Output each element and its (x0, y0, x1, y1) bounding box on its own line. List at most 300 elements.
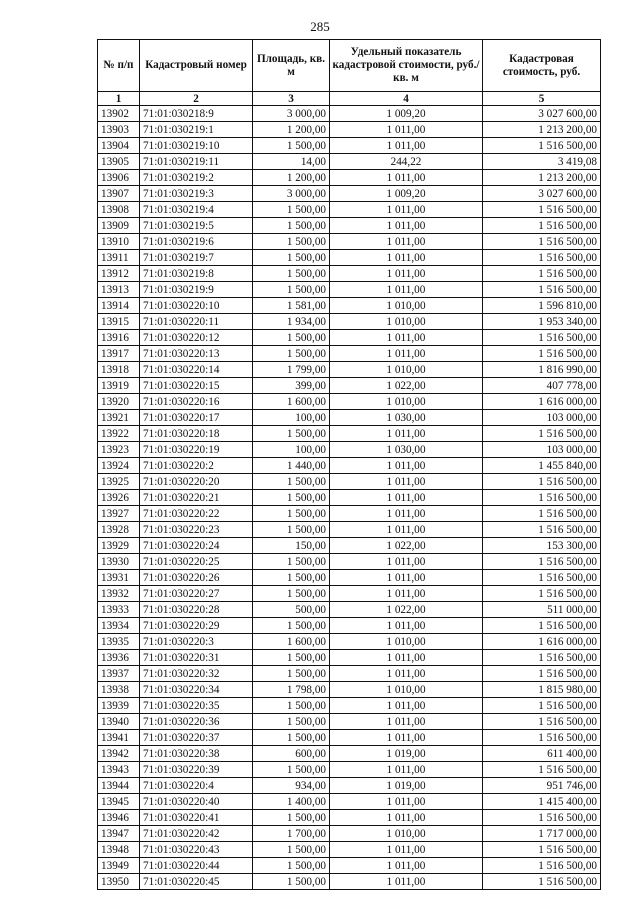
cadastral-number-cell: 71:01:030219:4 (140, 202, 253, 218)
cadastral-number-cell: 71:01:030220:41 (140, 810, 253, 826)
area-cell: 1 581,00 (253, 298, 330, 314)
row-number-cell: 13917 (98, 346, 140, 362)
cadastral-cost-cell: 1 213 200,00 (483, 122, 601, 138)
specific-value-cell: 1 011,00 (330, 858, 483, 874)
table-row (98, 602, 601, 618)
specific-value-cell: 1 010,00 (330, 826, 483, 842)
cadastral-number-cell: 71:01:030220:16 (140, 394, 253, 410)
specific-value-cell: 1 011,00 (330, 586, 483, 602)
cadastral-number-cell: 71:01:030220:20 (140, 474, 253, 490)
row-number-cell: 13927 (98, 506, 140, 522)
area-cell: 1 500,00 (253, 346, 330, 362)
area-cell: 1 500,00 (253, 650, 330, 666)
row-number-cell: 13924 (98, 458, 140, 474)
row-number-cell: 13942 (98, 746, 140, 762)
table-row (98, 570, 601, 586)
area-cell: 1 500,00 (253, 506, 330, 522)
area-cell: 1 500,00 (253, 618, 330, 634)
cadastral-number-cell: 71:01:030219:2 (140, 170, 253, 186)
cadastral-cost-cell: 1 815 980,00 (483, 682, 601, 698)
table-row (98, 778, 601, 794)
cadastral-cost-cell: 1 953 340,00 (483, 314, 601, 330)
cadastral-number-cell: 71:01:030220:13 (140, 346, 253, 362)
area-cell: 600,00 (253, 746, 330, 762)
row-number-cell: 13935 (98, 634, 140, 650)
cadastral-cost-cell: 1 516 500,00 (483, 874, 601, 890)
cadastral-cost-cell: 1 516 500,00 (483, 474, 601, 490)
area-cell: 1 500,00 (253, 858, 330, 874)
cadastral-number-cell: 71:01:030220:38 (140, 746, 253, 762)
cadastral-cost-cell: 1 516 500,00 (483, 266, 601, 282)
cadastral-number-cell: 71:01:030220:43 (140, 842, 253, 858)
table-row (98, 490, 601, 506)
specific-value-cell: 1 011,00 (330, 874, 483, 890)
row-number-cell: 13902 (98, 106, 140, 122)
cadastral-cost-cell: 1 516 500,00 (483, 858, 601, 874)
cadastral-number-cell: 71:01:030220:45 (140, 874, 253, 890)
row-number-cell: 13905 (98, 154, 140, 170)
specific-value-cell: 1 011,00 (330, 266, 483, 282)
area-cell: 1 440,00 (253, 458, 330, 474)
row-number-cell: 13926 (98, 490, 140, 506)
area-cell: 1 500,00 (253, 202, 330, 218)
row-number-cell: 13909 (98, 218, 140, 234)
row-number-cell: 13920 (98, 394, 140, 410)
table-row (98, 298, 601, 314)
row-number-cell: 13929 (98, 538, 140, 554)
row-number-cell: 13912 (98, 266, 140, 282)
specific-value-cell: 1 010,00 (330, 634, 483, 650)
column-number: 3 (253, 92, 330, 106)
specific-value-cell: 1 011,00 (330, 666, 483, 682)
header-specific-value: Удельный показатель кадастровой стоимости, руб./кв. м (330, 40, 483, 92)
cadastral-number-cell: 71:01:030220:17 (140, 410, 253, 426)
row-number-cell: 13906 (98, 170, 140, 186)
cadastral-number-cell: 71:01:030220:37 (140, 730, 253, 746)
cadastral-number-cell: 71:01:030220:12 (140, 330, 253, 346)
table-row (98, 666, 601, 682)
row-number-cell: 13941 (98, 730, 140, 746)
specific-value-cell: 1 011,00 (330, 122, 483, 138)
cadastral-number-cell: 71:01:030220:10 (140, 298, 253, 314)
cadastral-cost-cell: 1 516 500,00 (483, 522, 601, 538)
cadastral-cost-cell: 3 027 600,00 (483, 186, 601, 202)
specific-value-cell: 1 009,20 (330, 106, 483, 122)
header-cadastral-number: Кадастровый номер (140, 40, 253, 92)
row-number-cell: 13914 (98, 298, 140, 314)
table-row (98, 346, 601, 362)
cadastral-cost-cell: 1 516 500,00 (483, 762, 601, 778)
cadastral-number-cell: 71:01:030219:10 (140, 138, 253, 154)
area-cell: 934,00 (253, 778, 330, 794)
area-cell: 1 500,00 (253, 714, 330, 730)
row-number-cell: 13946 (98, 810, 140, 826)
table-row (98, 266, 601, 282)
cadastral-cost-cell: 1 415 400,00 (483, 794, 601, 810)
specific-value-cell: 1 010,00 (330, 362, 483, 378)
cadastral-number-cell: 71:01:030220:34 (140, 682, 253, 698)
area-cell: 1 500,00 (253, 762, 330, 778)
cadastral-cost-cell: 1 516 500,00 (483, 218, 601, 234)
row-number-cell: 13919 (98, 378, 140, 394)
specific-value-cell: 1 010,00 (330, 298, 483, 314)
cadastral-cost-cell: 103 000,00 (483, 442, 601, 458)
area-cell: 1 934,00 (253, 314, 330, 330)
specific-value-cell: 1 011,00 (330, 554, 483, 570)
row-number-cell: 13932 (98, 586, 140, 602)
specific-value-cell: 1 011,00 (330, 346, 483, 362)
cadastral-cost-cell: 1 516 500,00 (483, 618, 601, 634)
row-number-cell: 13908 (98, 202, 140, 218)
row-number-cell: 13944 (98, 778, 140, 794)
area-cell: 1 500,00 (253, 842, 330, 858)
table-row (98, 682, 601, 698)
table-body (98, 106, 601, 890)
cadastral-number-cell: 71:01:030219:3 (140, 186, 253, 202)
table-row (98, 522, 601, 538)
cadastral-cost-cell: 1 616 000,00 (483, 634, 601, 650)
area-cell: 1 600,00 (253, 634, 330, 650)
table-row (98, 106, 601, 122)
table-row (98, 634, 601, 650)
area-cell: 1 700,00 (253, 826, 330, 842)
cadastral-number-cell: 71:01:030220:14 (140, 362, 253, 378)
area-cell: 399,00 (253, 378, 330, 394)
area-cell: 1 200,00 (253, 170, 330, 186)
row-number-cell: 13943 (98, 762, 140, 778)
area-cell: 500,00 (253, 602, 330, 618)
row-number-cell: 13907 (98, 186, 140, 202)
specific-value-cell: 1 011,00 (330, 810, 483, 826)
specific-value-cell: 1 022,00 (330, 602, 483, 618)
cadastral-cost-cell: 1 516 500,00 (483, 810, 601, 826)
table-row (98, 218, 601, 234)
specific-value-cell: 1 010,00 (330, 314, 483, 330)
cadastral-cost-cell: 1 516 500,00 (483, 842, 601, 858)
cadastral-cost-cell: 1 516 500,00 (483, 138, 601, 154)
row-number-cell: 13921 (98, 410, 140, 426)
row-number-cell: 13923 (98, 442, 140, 458)
cadastral-number-cell: 71:01:030220:44 (140, 858, 253, 874)
row-number-cell: 13925 (98, 474, 140, 490)
area-cell: 1 500,00 (253, 234, 330, 250)
cadastral-cost-cell: 1 516 500,00 (483, 330, 601, 346)
cadastral-cost-cell: 153 300,00 (483, 538, 601, 554)
cadastral-cost-cell: 611 400,00 (483, 746, 601, 762)
cadastral-number-cell: 71:01:030219:7 (140, 250, 253, 266)
area-cell: 14,00 (253, 154, 330, 170)
header-row-number: № п/п (98, 40, 140, 92)
row-number-cell: 13936 (98, 650, 140, 666)
specific-value-cell: 1 011,00 (330, 474, 483, 490)
table-row (98, 170, 601, 186)
cadastral-cost-cell: 1 516 500,00 (483, 506, 601, 522)
cadastral-number-cell: 71:01:030219:8 (140, 266, 253, 282)
specific-value-cell: 1 011,00 (330, 506, 483, 522)
table-row (98, 394, 601, 410)
specific-value-cell: 1 011,00 (330, 170, 483, 186)
specific-value-cell: 1 011,00 (330, 426, 483, 442)
area-cell: 1 200,00 (253, 122, 330, 138)
specific-value-cell: 1 011,00 (330, 522, 483, 538)
table-row (98, 746, 601, 762)
table-row (98, 122, 601, 138)
specific-value-cell: 1 011,00 (330, 282, 483, 298)
row-number-cell: 13911 (98, 250, 140, 266)
table-row (98, 730, 601, 746)
cadastral-cost-cell: 1 516 500,00 (483, 650, 601, 666)
area-cell: 1 500,00 (253, 330, 330, 346)
cadastral-cost-cell: 1 717 000,00 (483, 826, 601, 842)
specific-value-cell: 1 009,20 (330, 186, 483, 202)
cadastral-cost-cell: 511 000,00 (483, 602, 601, 618)
specific-value-cell: 1 030,00 (330, 442, 483, 458)
specific-value-cell: 1 011,00 (330, 218, 483, 234)
column-number: 4 (330, 92, 483, 106)
specific-value-cell: 1 019,00 (330, 778, 483, 794)
cadastral-cost-cell: 1 455 840,00 (483, 458, 601, 474)
cadastral-cost-cell: 1 516 500,00 (483, 346, 601, 362)
row-number-cell: 13945 (98, 794, 140, 810)
row-number-cell: 13937 (98, 666, 140, 682)
specific-value-cell: 1 011,00 (330, 234, 483, 250)
area-cell: 3 000,00 (253, 186, 330, 202)
header-cadastral-cost: Кадастровая стоимость, руб. (483, 40, 601, 92)
area-cell: 1 500,00 (253, 666, 330, 682)
area-cell: 1 500,00 (253, 282, 330, 298)
row-number-cell: 13934 (98, 618, 140, 634)
row-number-cell: 13913 (98, 282, 140, 298)
area-cell: 1 600,00 (253, 394, 330, 410)
cadastral-number-cell: 71:01:030220:31 (140, 650, 253, 666)
cadastral-number-cell: 71:01:030220:25 (140, 554, 253, 570)
header-row (98, 40, 601, 92)
table-row (98, 314, 601, 330)
row-number-cell: 13918 (98, 362, 140, 378)
row-number-cell: 13940 (98, 714, 140, 730)
cadastral-value-table (97, 39, 601, 890)
cadastral-number-cell: 71:01:030220:32 (140, 666, 253, 682)
row-number-cell: 13939 (98, 698, 140, 714)
cadastral-cost-cell: 1 816 990,00 (483, 362, 601, 378)
table-row (98, 186, 601, 202)
page-number: 285 (310, 19, 330, 34)
table-row (98, 458, 601, 474)
cadastral-number-cell: 71:01:030220:11 (140, 314, 253, 330)
cadastral-number-cell: 71:01:030220:24 (140, 538, 253, 554)
table-row (98, 538, 601, 554)
cadastral-number-cell: 71:01:030220:35 (140, 698, 253, 714)
table-row (98, 842, 601, 858)
table-row (98, 378, 601, 394)
table-row (98, 874, 601, 890)
cadastral-cost-cell: 1 516 500,00 (483, 250, 601, 266)
cadastral-cost-cell: 1 213 200,00 (483, 170, 601, 186)
table-row (98, 554, 601, 570)
area-cell: 1 500,00 (253, 730, 330, 746)
cadastral-number-cell: 71:01:030219:5 (140, 218, 253, 234)
cadastral-number-cell: 71:01:030219:11 (140, 154, 253, 170)
area-cell: 1 799,00 (253, 362, 330, 378)
specific-value-cell: 1 010,00 (330, 394, 483, 410)
area-cell: 1 500,00 (253, 250, 330, 266)
specific-value-cell: 1 011,00 (330, 490, 483, 506)
specific-value-cell: 1 011,00 (330, 842, 483, 858)
table-row (98, 202, 601, 218)
table-row (98, 506, 601, 522)
table-row (98, 762, 601, 778)
area-cell: 1 500,00 (253, 698, 330, 714)
specific-value-cell: 1 010,00 (330, 682, 483, 698)
cadastral-number-cell: 71:01:030218:9 (140, 106, 253, 122)
cadastral-cost-cell: 1 516 500,00 (483, 426, 601, 442)
specific-value-cell: 1 011,00 (330, 202, 483, 218)
cadastral-cost-cell: 1 516 500,00 (483, 490, 601, 506)
area-cell: 3 000,00 (253, 106, 330, 122)
row-number-cell: 13949 (98, 858, 140, 874)
area-cell: 1 500,00 (253, 810, 330, 826)
area-cell: 1 500,00 (253, 474, 330, 490)
cadastral-cost-cell: 3 419,08 (483, 154, 601, 170)
cadastral-number-cell: 71:01:030219:1 (140, 122, 253, 138)
specific-value-cell: 1 011,00 (330, 458, 483, 474)
cadastral-number-cell: 71:01:030220:36 (140, 714, 253, 730)
cadastral-cost-cell: 1 616 000,00 (483, 394, 601, 410)
specific-value-cell: 1 011,00 (330, 330, 483, 346)
specific-value-cell: 1 011,00 (330, 714, 483, 730)
area-cell: 1 500,00 (253, 426, 330, 442)
cadastral-number-cell: 71:01:030220:23 (140, 522, 253, 538)
cadastral-number-cell: 71:01:030220:18 (140, 426, 253, 442)
cadastral-number-cell: 71:01:030220:22 (140, 506, 253, 522)
cadastral-cost-cell: 103 000,00 (483, 410, 601, 426)
row-number-cell: 13930 (98, 554, 140, 570)
specific-value-cell: 1 011,00 (330, 618, 483, 634)
row-number-cell: 13938 (98, 682, 140, 698)
cadastral-number-cell: 71:01:030220:39 (140, 762, 253, 778)
table-row (98, 698, 601, 714)
cadastral-cost-cell: 3 027 600,00 (483, 106, 601, 122)
table-row (98, 154, 601, 170)
table-row (98, 362, 601, 378)
column-number: 5 (483, 92, 601, 106)
area-cell: 100,00 (253, 442, 330, 458)
cadastral-number-cell: 71:01:030220:40 (140, 794, 253, 810)
cadastral-number-cell: 71:01:030220:21 (140, 490, 253, 506)
cadastral-cost-cell: 1 516 500,00 (483, 282, 601, 298)
specific-value-cell: 1 011,00 (330, 138, 483, 154)
area-cell: 1 500,00 (253, 554, 330, 570)
table-row (98, 330, 601, 346)
column-number: 1 (98, 92, 140, 106)
row-number-cell: 13910 (98, 234, 140, 250)
area-cell: 1 798,00 (253, 682, 330, 698)
area-cell: 1 500,00 (253, 874, 330, 890)
table-row (98, 714, 601, 730)
cadastral-cost-cell: 1 516 500,00 (483, 554, 601, 570)
table-row (98, 810, 601, 826)
cadastral-cost-cell: 1 516 500,00 (483, 730, 601, 746)
cadastral-number-cell: 71:01:030220:26 (140, 570, 253, 586)
row-number-cell: 13904 (98, 138, 140, 154)
specific-value-cell: 1 030,00 (330, 410, 483, 426)
area-cell: 1 400,00 (253, 794, 330, 810)
cadastral-number-cell: 71:01:030220:42 (140, 826, 253, 842)
cadastral-cost-cell: 407 778,00 (483, 378, 601, 394)
cadastral-cost-cell: 1 516 500,00 (483, 714, 601, 730)
area-cell: 100,00 (253, 410, 330, 426)
cadastral-number-cell: 71:01:030220:3 (140, 634, 253, 650)
area-cell: 1 500,00 (253, 522, 330, 538)
column-number: 2 (140, 92, 253, 106)
table-row (98, 474, 601, 490)
specific-value-cell: 1 011,00 (330, 650, 483, 666)
area-cell: 150,00 (253, 538, 330, 554)
area-cell: 1 500,00 (253, 138, 330, 154)
row-number-cell: 13928 (98, 522, 140, 538)
table-row (98, 586, 601, 602)
table-row (98, 442, 601, 458)
cadastral-cost-cell: 1 516 500,00 (483, 586, 601, 602)
header-area: Площадь, кв. м (253, 40, 330, 92)
table-row (98, 426, 601, 442)
cadastral-number-cell: 71:01:030220:15 (140, 378, 253, 394)
cadastral-cost-cell: 1 516 500,00 (483, 202, 601, 218)
table-row (98, 410, 601, 426)
row-number-cell: 13922 (98, 426, 140, 442)
row-number-cell: 13950 (98, 874, 140, 890)
specific-value-cell: 244,22 (330, 154, 483, 170)
cadastral-cost-cell: 1 516 500,00 (483, 698, 601, 714)
row-number-cell: 13933 (98, 602, 140, 618)
row-number-cell: 13916 (98, 330, 140, 346)
column-number-row (98, 92, 601, 106)
table-row (98, 618, 601, 634)
area-cell: 1 500,00 (253, 490, 330, 506)
specific-value-cell: 1 011,00 (330, 570, 483, 586)
row-number-cell: 13931 (98, 570, 140, 586)
cadastral-cost-cell: 1 516 500,00 (483, 666, 601, 682)
table-row (98, 794, 601, 810)
cadastral-cost-cell: 951 746,00 (483, 778, 601, 794)
table-row (98, 282, 601, 298)
specific-value-cell: 1 022,00 (330, 538, 483, 554)
cadastral-number-cell: 71:01:030220:2 (140, 458, 253, 474)
row-number-cell: 13903 (98, 122, 140, 138)
cadastral-number-cell: 71:01:030220:29 (140, 618, 253, 634)
cadastral-cost-cell: 1 596 810,00 (483, 298, 601, 314)
table-row (98, 250, 601, 266)
cadastral-number-cell: 71:01:030219:6 (140, 234, 253, 250)
cadastral-number-cell: 71:01:030220:19 (140, 442, 253, 458)
cadastral-number-cell: 71:01:030219:9 (140, 282, 253, 298)
cadastral-cost-cell: 1 516 500,00 (483, 570, 601, 586)
row-number-cell: 13948 (98, 842, 140, 858)
table-row (98, 650, 601, 666)
table-row (98, 858, 601, 874)
area-cell: 1 500,00 (253, 586, 330, 602)
area-cell: 1 500,00 (253, 266, 330, 282)
row-number-cell: 13947 (98, 826, 140, 842)
cadastral-number-cell: 71:01:030220:27 (140, 586, 253, 602)
specific-value-cell: 1 022,00 (330, 378, 483, 394)
table-row (98, 138, 601, 154)
specific-value-cell: 1 011,00 (330, 794, 483, 810)
specific-value-cell: 1 011,00 (330, 762, 483, 778)
table-row (98, 234, 601, 250)
table-header (98, 40, 601, 106)
area-cell: 1 500,00 (253, 218, 330, 234)
